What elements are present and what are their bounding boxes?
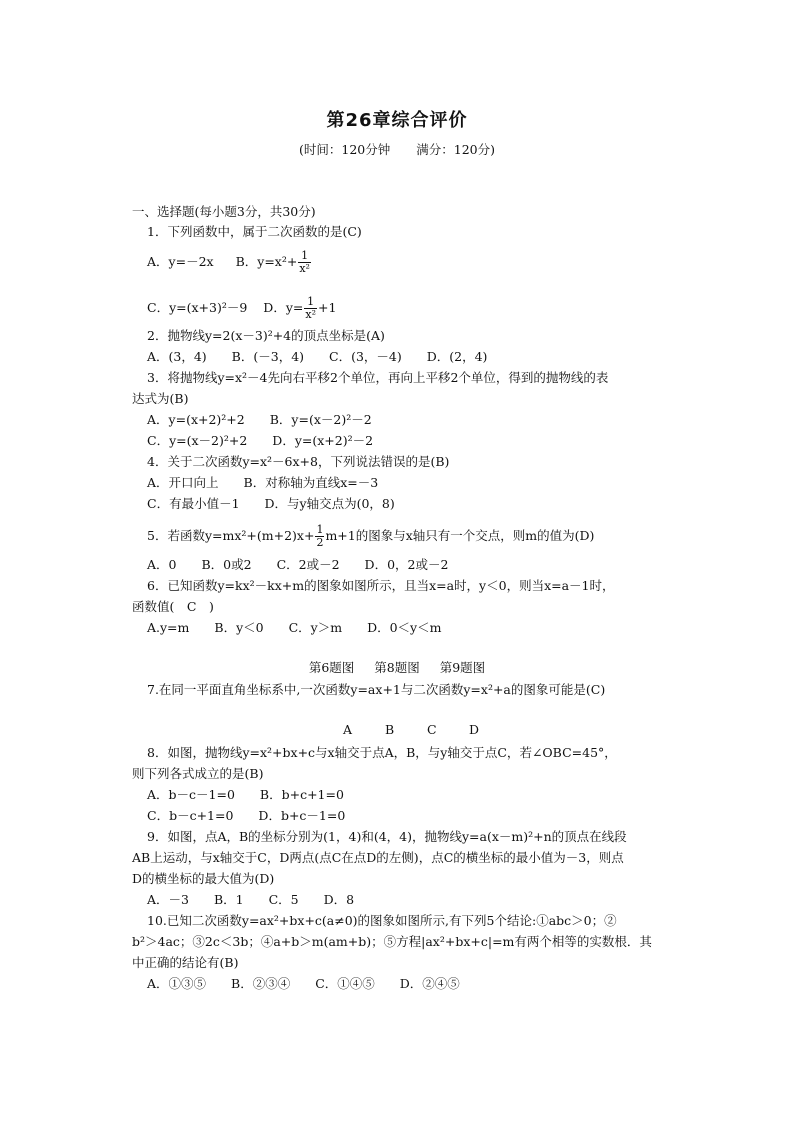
q8-stem-1: 8．如图，抛物线y=x²+bx+c与x轴交于点A，B，与y轴交于点C，若∠OBC=45°， xyxy=(147,745,617,760)
q5-options: A．0 B．0或2 C．2或－2 D．0，2或－2 xyxy=(147,557,449,572)
section-heading: 一、选择题(每小题3分，共30分) xyxy=(132,204,316,219)
q1-option-d-pre: D．y= xyxy=(263,300,304,315)
q9-stem-2: AB上运动，与x轴交于C，D两点(点C在点D的左侧)，点C的横坐标的最小值为－3，则点 xyxy=(132,850,624,865)
q5-stem-pre: 5．若函数y=mx²+(m+2)x+ xyxy=(147,528,315,543)
q7-stem: 7.在同一平面直角坐标系中,一次函数y=ax+1与二次函数y=x²+a的图象可能是(C) xyxy=(147,682,606,697)
q1-stem: 1．下列函数中，属于二次函数的是(C) xyxy=(147,224,362,239)
time-limit: (时间：120分钟 xyxy=(299,142,391,157)
q8-stem-2: 则下列各式成立的是(B) xyxy=(132,766,264,781)
q10-stem-1: 10.已知二次函数y=ax²+bx+c(a≠0)的图象如图所示,有下列5个结论:①abc＞0；② xyxy=(147,913,617,928)
q10-stem-3: 中正确的结论有(B) xyxy=(132,955,239,970)
exam-info xyxy=(0,140,794,158)
q7-figure-label-c: C xyxy=(427,722,437,737)
q7-figure-label-d: D xyxy=(469,722,480,737)
q3-options-cd: C．y=(x－2)²+2 D．y=(x+2)²－2 xyxy=(147,433,374,448)
q8-options-ab: A．b－c－1=0 B．b+c+1=0 xyxy=(147,787,344,802)
q5-stem xyxy=(147,524,594,549)
q3-options-ab: A．y=(x+2)²+2 B．y=(x－2)²－2 xyxy=(147,412,372,427)
q6-options: A.y=m B．y＜0 C．y＞m D．0＜y＜m xyxy=(147,620,442,635)
q10-options: A．①③⑤ B．②③④ C．①④⑤ D．②④⑤ xyxy=(147,976,460,991)
q3-stem-1: 3．将抛物线y=x²－4先向右平移2个单位，再向上平移2个单位，得到的抛物线的表 xyxy=(147,370,609,385)
q6-stem-2: 函数值( C ) xyxy=(132,599,214,614)
caption-q6: 第6题图 xyxy=(308,660,355,675)
q1-options-cd xyxy=(147,296,336,321)
q2-options: A．(3，4) B．(－3，4) C．(3，－4) D．(2，4) xyxy=(147,349,488,364)
q4-options-cd: C．有最小值－1 D．与y轴交点为(0，8) xyxy=(147,496,395,511)
q9-stem-1: 9．如图，点A，B的坐标分别为(1，4)和(4，4)，抛物线y=a(x－m)²+n的顶点在线段 xyxy=(147,829,627,844)
q3-stem-2: 达式为(B) xyxy=(132,391,189,406)
q7-figure-label-b: B xyxy=(385,722,395,737)
q4-options-ab: A．开口向上 B．对称轴为直线x=－3 xyxy=(147,475,379,490)
q8-options-cd: C．b－c+1=0 D．b+c－1=0 xyxy=(147,808,346,823)
q1-option-b-pre: B．y=x²+ xyxy=(235,254,298,269)
q10-stem-2: b²＞4ac；③2c＜3b；④a+b＞m(am+b)；⑤方程|ax²+bx+c|=m有两个相等的实数根．其 xyxy=(132,934,652,949)
q6-stem-1: 6．已知函数y=kx²－kx+m的图象如图所示，且当x=a时，y＜0，则当x=a－1时， xyxy=(147,578,615,593)
q5-fraction: $\frac{1}{2}$ xyxy=(316,523,324,549)
q1-option-a: A．y=－2x xyxy=(147,254,214,269)
q5-stem-post: m+1的图象与x轴只有一个交点，则m的值为(D) xyxy=(325,528,595,543)
figure-captions xyxy=(0,658,794,676)
q4-stem: 4．关于二次函数y=x²－6x+8，下列说法错误的是(B) xyxy=(147,454,450,469)
q7-figure-label-a: A xyxy=(343,722,353,737)
q9-options: A．－3 B．1 C．5 D．8 xyxy=(147,892,355,907)
page-title: 第26章综合评价 xyxy=(326,110,468,131)
q9-stem-3: D的横坐标的最大值为(D) xyxy=(132,871,275,886)
q1-option-d-post: +1 xyxy=(317,300,337,315)
q1-options-ab xyxy=(147,250,312,275)
q1-option-d-fraction: $\frac{1}{\text{x²}}$ xyxy=(305,295,316,321)
caption-q9: 第9题图 xyxy=(439,660,486,675)
q1-option-b-fraction: $\frac{1}{\text{x²}}$ xyxy=(299,249,310,275)
q1-option-c: C．y=(x+3)²－9 xyxy=(147,300,248,315)
caption-q8: 第8题图 xyxy=(374,660,420,675)
full-score: 满分：120分) xyxy=(416,142,495,157)
q2-stem: 2．抛物线y=2(x－3)²+4的顶点坐标是(A) xyxy=(147,328,385,343)
